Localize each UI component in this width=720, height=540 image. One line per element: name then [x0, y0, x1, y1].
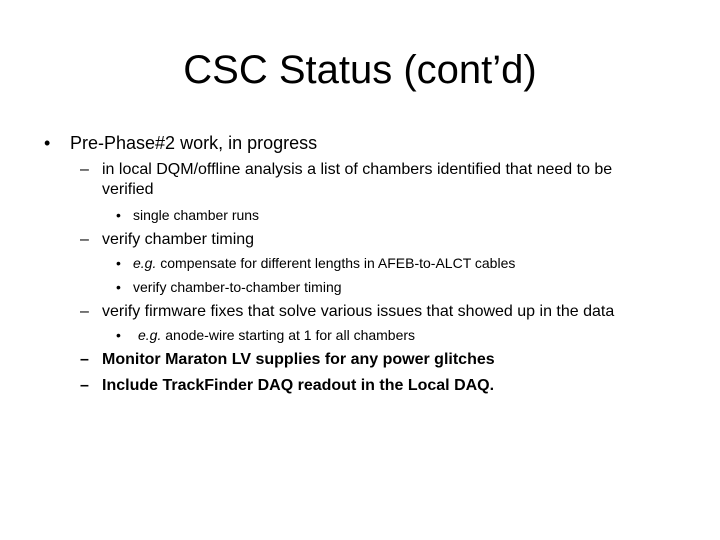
bullet-marker: •: [44, 133, 51, 153]
dash-marker: –: [80, 377, 89, 394]
slide-title: CSC Status (cont’d): [183, 48, 537, 92]
bullet-marker: •: [116, 207, 121, 223]
bullet-marker: •: [116, 327, 121, 343]
subbullet-dqm-line2: verified: [102, 181, 154, 198]
subbullet-trackfinder-daq: Include TrackFinder DAQ readout in the Local DAQ.: [102, 377, 495, 394]
bullet-marker: •: [116, 255, 121, 271]
subbullet-dqm-line1: in local DQM/offline analysis a list of chambers identified that need to be: [102, 161, 613, 178]
dash-marker: –: [80, 161, 89, 178]
subsubbullet-single-chamber: single chamber runs: [133, 207, 260, 223]
subbullet-maraton-lv: Monitor Maraton LV supplies for any power glitches: [102, 351, 495, 368]
bullet-pre-phase2: Pre-Phase#2 work, in progress: [70, 133, 318, 153]
subsubbullet-chamber-to-chamber: verify chamber-to-chamber timing: [133, 279, 342, 295]
dash-marker: –: [80, 231, 89, 248]
dash-marker: –: [80, 351, 89, 368]
subbullet-chamber-timing: verify chamber timing: [102, 231, 255, 248]
bullet-marker: •: [116, 279, 121, 295]
anode-wire-text: anode-wire starting at 1 for all chambers: [161, 327, 416, 343]
eg-prefix: e.g.: [138, 327, 162, 343]
subsubbullet-anode-wire: [138, 326, 415, 344]
afeb-alct-text: compensate for different lengths in AFEB-to-ALCT cables: [156, 255, 516, 271]
dash-marker: –: [80, 303, 89, 320]
eg-prefix: e.g.: [133, 255, 157, 271]
subsubbullet-afeb-alct: [133, 254, 515, 272]
subbullet-firmware-fixes: verify firmware fixes that solve various issues that showed up in the data: [102, 303, 615, 320]
